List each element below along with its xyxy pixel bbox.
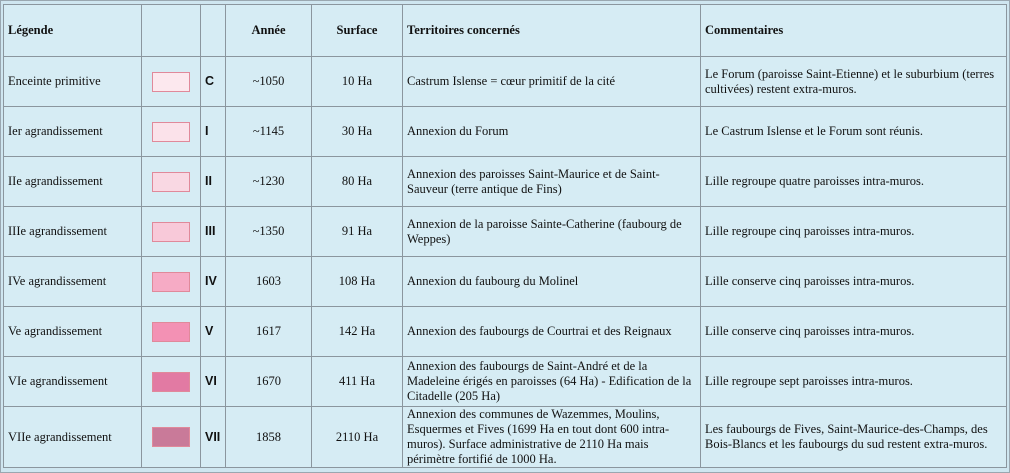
cell-territoires: Annexion de la paroisse Sainte-Catherine (faubourg de Weppes)	[403, 207, 701, 257]
cell-code: IV	[201, 257, 226, 307]
cell-annee: ~1350	[226, 207, 312, 257]
cell-legende: VIe agrandissement	[4, 357, 142, 407]
cell-surface: 10 Ha	[312, 57, 403, 107]
cell-swatch	[142, 57, 201, 107]
cell-legende: IIe agrandissement	[4, 157, 142, 207]
cell-code: III	[201, 207, 226, 257]
header-annee: Année	[226, 5, 312, 57]
cell-commentaires: Le Castrum Islense et le Forum sont réunis.	[701, 107, 1007, 157]
cell-territoires: Annexion des paroisses Saint-Maurice et de Saint-Sauveur (terre antique de Fins)	[403, 157, 701, 207]
header-surface: Surface	[312, 5, 403, 57]
cell-commentaires: Lille regroupe sept paroisses intra-muros.	[701, 357, 1007, 407]
table-row	[4, 107, 1007, 157]
enlargements-table	[3, 4, 1007, 468]
cell-surface: 108 Ha	[312, 257, 403, 307]
cell-surface: 411 Ha	[312, 357, 403, 407]
cell-swatch	[142, 257, 201, 307]
cell-surface: 30 Ha	[312, 107, 403, 157]
color-swatch	[152, 122, 190, 142]
cell-territoires: Annexion des faubourgs de Courtrai et des Reignaux	[403, 307, 701, 357]
cell-territoires: Castrum Islense = cœur primitif de la cité	[403, 57, 701, 107]
cell-annee: ~1145	[226, 107, 312, 157]
cell-commentaires: Lille regroupe cinq paroisses intra-muros.	[701, 207, 1007, 257]
cell-annee: 1603	[226, 257, 312, 307]
cell-annee: 1858	[226, 407, 312, 468]
cell-swatch	[142, 107, 201, 157]
cell-code: V	[201, 307, 226, 357]
cell-swatch	[142, 407, 201, 468]
cell-commentaires: Lille conserve cinq paroisses intra-muros.	[701, 257, 1007, 307]
header-code	[201, 5, 226, 57]
table-row	[4, 157, 1007, 207]
table-row	[4, 357, 1007, 407]
table-row	[4, 57, 1007, 107]
cell-annee: 1670	[226, 357, 312, 407]
color-swatch	[152, 427, 190, 447]
cell-code: I	[201, 107, 226, 157]
cell-commentaires: Lille conserve cinq paroisses intra-muros.	[701, 307, 1007, 357]
cell-annee: ~1230	[226, 157, 312, 207]
cell-swatch	[142, 157, 201, 207]
color-swatch	[152, 372, 190, 392]
header-legende: Légende	[4, 5, 142, 57]
color-swatch	[152, 272, 190, 292]
cell-swatch	[142, 357, 201, 407]
table-row	[4, 407, 1007, 468]
cell-annee: ~1050	[226, 57, 312, 107]
cell-surface: 2110 Ha	[312, 407, 403, 468]
header-row	[4, 5, 1007, 57]
cell-commentaires: Le Forum (paroisse Saint-Etienne) et le suburbium (terres cultivées) restent extra-muros.	[701, 57, 1007, 107]
header-swatch	[142, 5, 201, 57]
header-territoires: Territoires concernés	[403, 5, 701, 57]
cell-legende: IVe agrandissement	[4, 257, 142, 307]
cell-territoires: Annexion du Forum	[403, 107, 701, 157]
cell-swatch	[142, 307, 201, 357]
cell-code: VII	[201, 407, 226, 468]
cell-legende: Enceinte primitive	[4, 57, 142, 107]
cell-legende: VIIe agrandissement	[4, 407, 142, 468]
cell-commentaires: Lille regroupe quatre paroisses intra-muros.	[701, 157, 1007, 207]
color-swatch	[152, 72, 190, 92]
cell-legende: Ve agrandissement	[4, 307, 142, 357]
cell-legende: Ier agrandissement	[4, 107, 142, 157]
cell-swatch	[142, 207, 201, 257]
color-swatch	[152, 222, 190, 242]
cell-surface: 80 Ha	[312, 157, 403, 207]
cell-surface: 91 Ha	[312, 207, 403, 257]
cell-code: II	[201, 157, 226, 207]
color-swatch	[152, 172, 190, 192]
color-swatch	[152, 322, 190, 342]
cell-commentaires: Les faubourgs de Fives, Saint-Maurice-des-Champs, des Bois-Blancs et les faubourgs du sud restent extra-muros.	[701, 407, 1007, 468]
cell-code: VI	[201, 357, 226, 407]
cell-annee: 1617	[226, 307, 312, 357]
header-commentaires: Commentaires	[701, 5, 1007, 57]
table-row	[4, 307, 1007, 357]
cell-legende: IIIe agrandissement	[4, 207, 142, 257]
cell-territoires: Annexion des faubourgs de Saint-André et de la Madeleine érigés en paroisses (64 Ha) - Edification de la Citadelle (205 Ha)	[403, 357, 701, 407]
table-row	[4, 257, 1007, 307]
cell-code: C	[201, 57, 226, 107]
cell-territoires: Annexion des communes de Wazemmes, Moulins, Esquermes et Fives (1699 Ha en tout dont 600 intra-muros). Surface administrative de 2110 Ha mais périmètre fortifié de 1000 Ha.	[403, 407, 701, 468]
cell-territoires: Annexion du faubourg du Molinel	[403, 257, 701, 307]
cell-surface: 142 Ha	[312, 307, 403, 357]
table-row	[4, 207, 1007, 257]
